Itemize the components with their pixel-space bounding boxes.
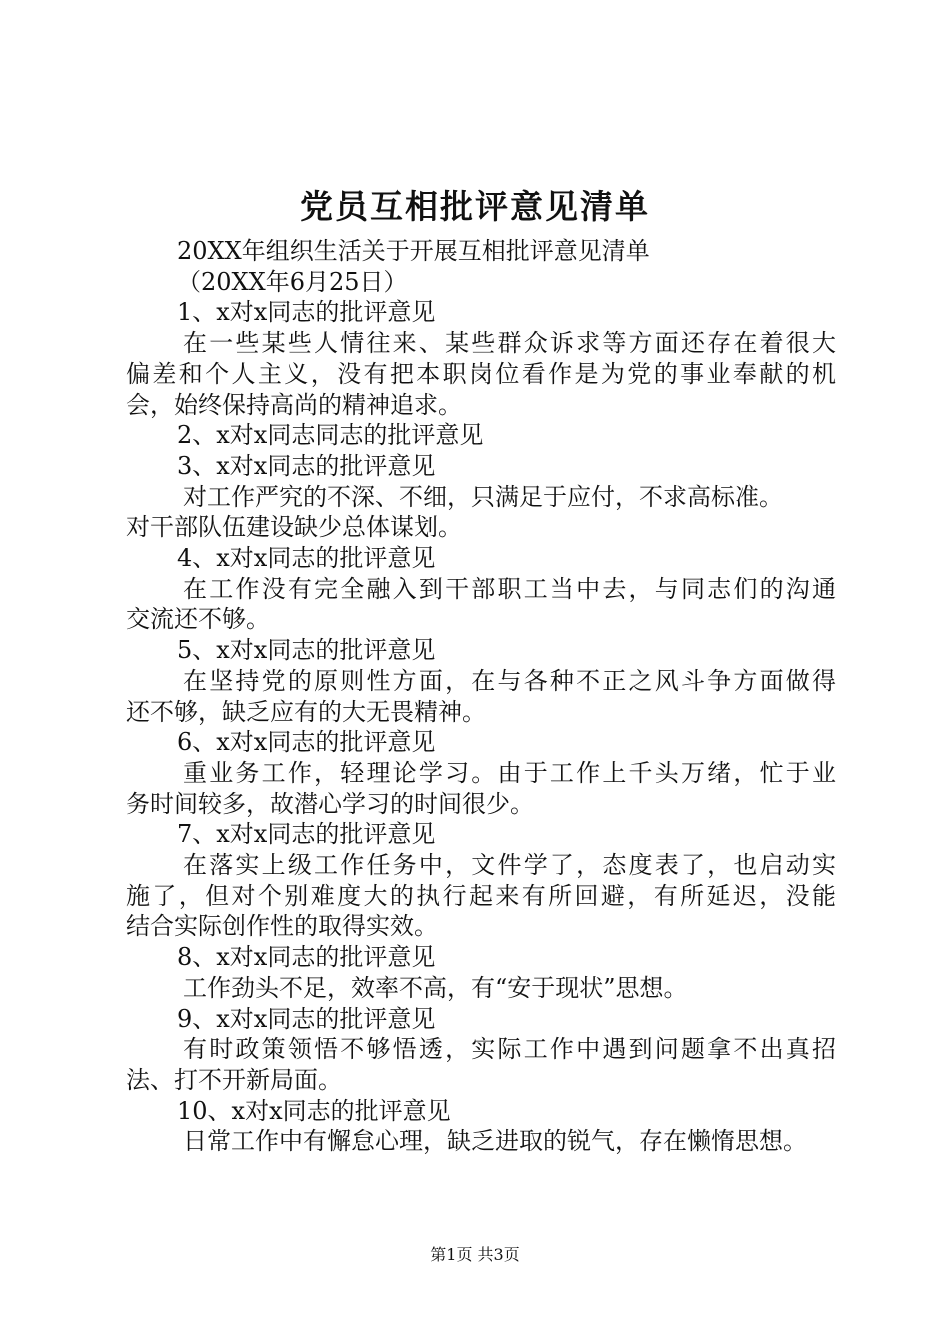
paragraph-line: 在落实上级工作任务中，文件学了，态度表了，也启动实 [183, 851, 836, 880]
page-footer: 第1页 共3页 [430, 1245, 520, 1264]
paragraph-line: 交流还不够。 [126, 605, 270, 634]
paragraph-line: 工作劲头不足，效率不高，有“安于现状”思想。 [183, 973, 688, 1002]
section-heading: 9、x对x同志的批评意见 [177, 1004, 436, 1033]
section-heading: 4、x对x同志的批评意见 [177, 544, 436, 573]
paragraph-line: 还不够，缺乏应有的大无畏精神。 [126, 697, 486, 726]
paragraph-line: 对干部队伍建设缺少总体谋划。 [126, 513, 462, 542]
section-heading: 1、x对x同志的批评意见 [177, 298, 436, 327]
document-date: （20XX年6月25日） [177, 267, 408, 296]
paragraph-line: 重业务工作，轻理论学习。由于工作上千头万绪，忙于业 [183, 758, 836, 787]
paragraph-line: 法、打不开新局面。 [126, 1065, 342, 1094]
paragraph-line: 偏差和个人主义，没有把本职岗位看作是为党的事业奉献的机 [126, 359, 836, 388]
paragraph-line: 有时政策领悟不够悟透，实际工作中遇到问题拿不出真招 [183, 1035, 836, 1064]
section-heading: 8、x对x同志的批评意见 [177, 943, 436, 972]
subtitle: 20XX年组织生活关于开展互相批评意见清单 [177, 237, 650, 265]
section-heading: 2、x对x同志同志的批评意见 [177, 421, 484, 450]
paragraph-line: 在一些某些人情往来、某些群众诉求等方面还存在着很大 [183, 329, 836, 358]
paragraph-line: 施了，但对个别难度大的执行起来有所回避，有所延迟，没能 [126, 881, 836, 910]
paragraph-line: 对工作严究的不深、不细，只满足于应付，不求高标准。 [183, 482, 783, 511]
section-heading: 7、x对x同志的批评意见 [177, 820, 436, 849]
paragraph-line: 结合实际创作性的取得实效。 [126, 912, 438, 941]
document-title: 党员互相批评意见清单 [300, 187, 650, 226]
paragraph-line: 务时间较多，故潜心学习的时间很少。 [126, 789, 534, 818]
paragraph-line: 会，始终保持高尚的精神追求。 [126, 390, 462, 419]
section-heading: 3、x对x同志的批评意见 [177, 451, 436, 480]
paragraph-line: 日常工作中有懈怠心理，缺乏进取的锐气，存在懒惰思想。 [183, 1127, 807, 1156]
paragraph-line: 在坚持党的原则性方面，在与各种不正之风斗争方面做得 [183, 666, 836, 695]
paragraph-line: 在工作没有完全融入到干部职工当中去，与同志们的沟通 [183, 574, 836, 603]
document-body [126, 236, 836, 1157]
section-heading: 10、x对x同志的批评意见 [177, 1096, 451, 1125]
section-heading: 5、x对x同志的批评意见 [177, 636, 436, 665]
section-heading: 6、x对x同志的批评意见 [177, 728, 436, 757]
